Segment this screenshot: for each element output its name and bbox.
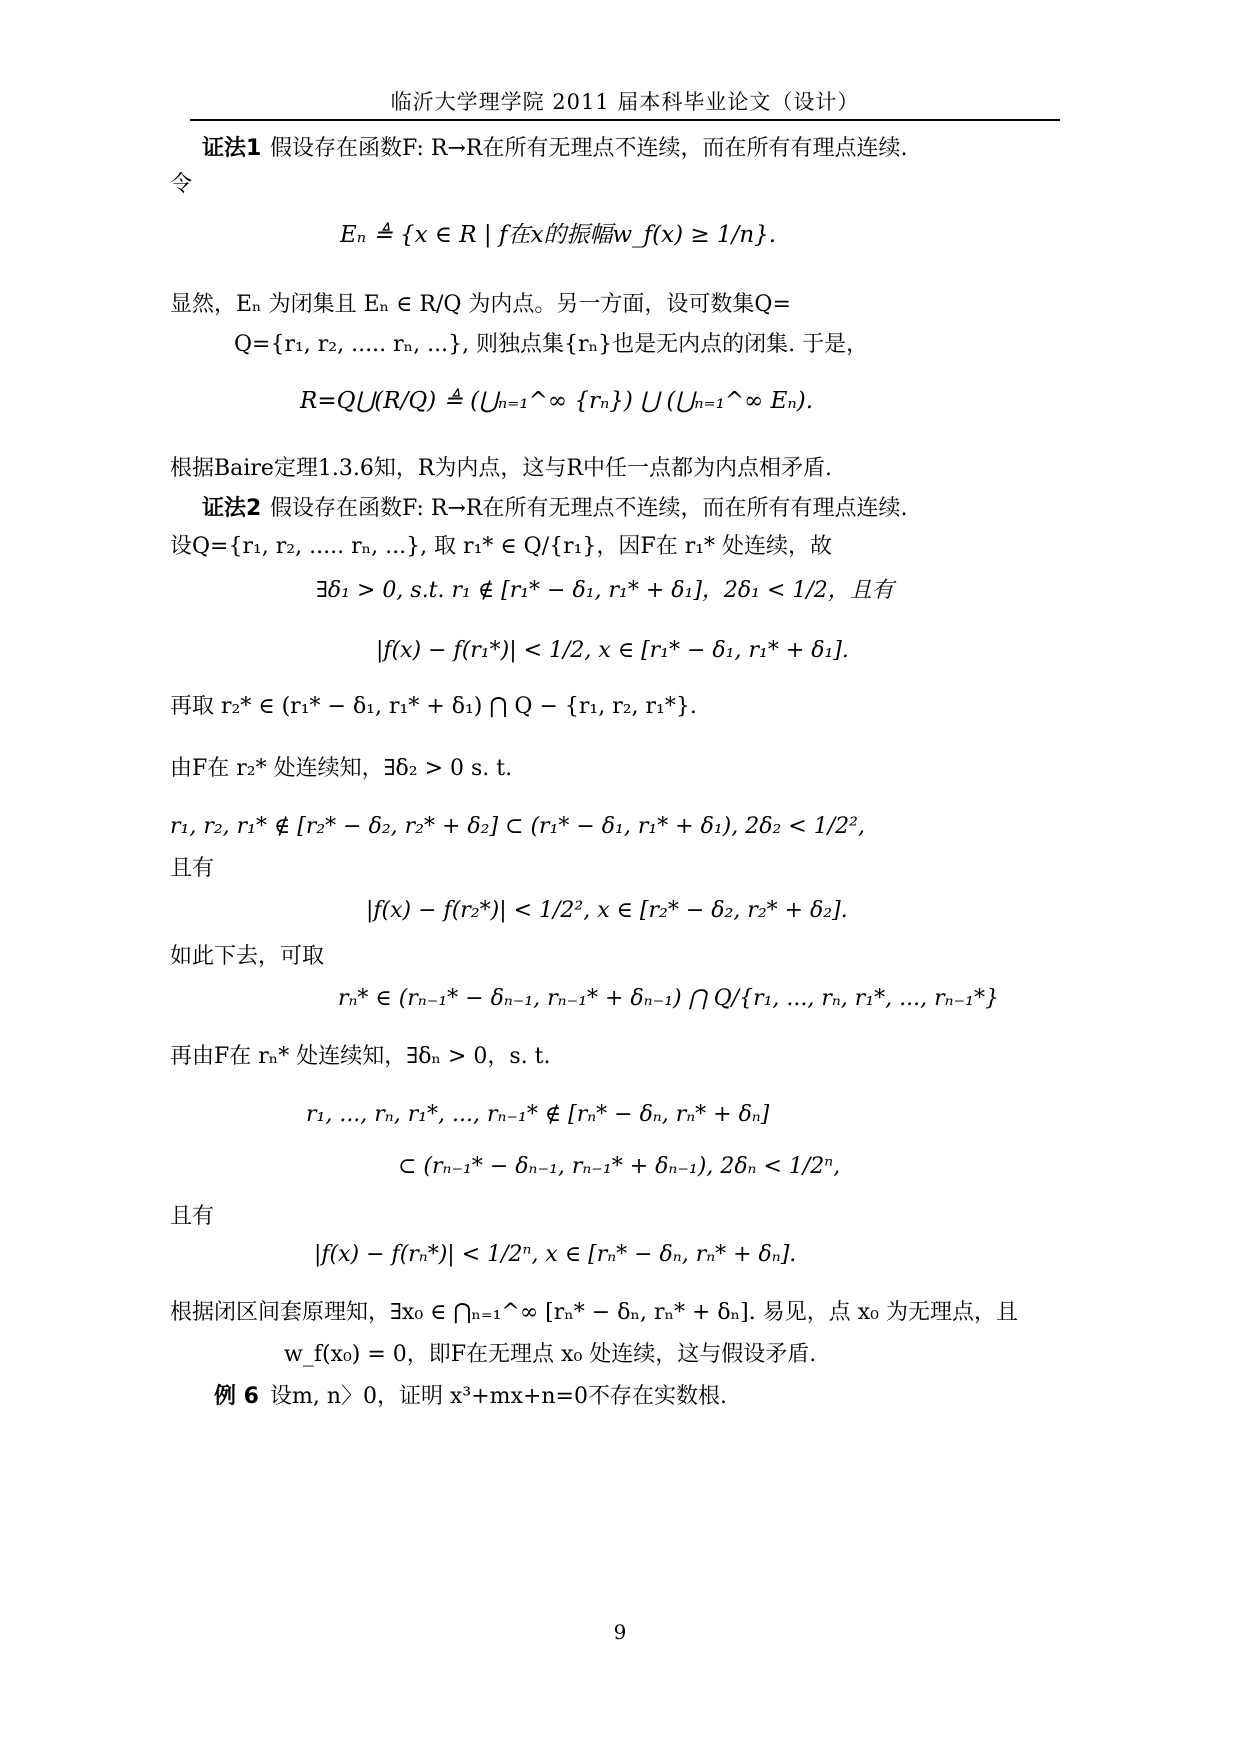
proof2-text: 假设存在函数F: R→R在所有无理点不连续，而在所有有理点连续. <box>270 496 908 521</box>
line-wf: w_f(x₀) = 0，即F在无理点 x₀ 处连续，这与假设矛盾. <box>284 1342 817 1367</box>
proof1-let: 令 <box>170 172 193 197</box>
line-F-rn: 再由F在 rₙ* 处连续知，∃δₙ > 0，s. t. <box>170 1044 551 1069</box>
header-rule <box>190 119 1060 121</box>
page-header-title: 临沂大学理学院 2011 届本科毕业论文（设计） <box>390 90 860 114</box>
line-continue: 如此下去，可取 <box>170 944 325 969</box>
line-Q: Q={r₁, r₂, ..... rₙ, ...}, 则独点集{rₙ}也是无内点的闭集. 于是， <box>234 332 869 357</box>
equation-f1: |f(x) − f(r₁*)| < 1/2, x ∈ [r₁* − δ₁, r₁* + δ₁]. <box>376 638 849 663</box>
example-label: 例 6 <box>214 1384 259 1409</box>
equation-En: Eₙ ≜ {x ∈ R | f在x的振幅w_f(x) ≥ 1/n}. <box>340 222 777 248</box>
proof1-label: 证法1 <box>202 136 262 161</box>
line-obvious: 显然，Eₙ 为闭集且 Eₙ ∈ R/Q 为内点。另一方面，设可数集Q= <box>170 292 791 317</box>
equation-rn-interval-a: r₁, ..., rₙ, r₁*, ..., rₙ₋₁* ∉ [rₙ* − δₙ, rₙ* + δₙ] <box>306 1102 770 1127</box>
proof2-label: 证法2 <box>202 496 262 521</box>
line-setQ: 设Q={r₁, r₂, ..... rₙ, ...}, 取 r₁* ∈ Q/{r₁}，因F在 r₁* 处连续，故 <box>170 534 833 559</box>
proof1-text: 假设存在函数F: R→R在所有无理点不连续，而在所有有理点连续. <box>270 136 908 161</box>
equation-r2-interval: r₁, r₂, r₁* ∉ [r₂* − δ₂, r₂* + δ₂] ⊂ (r₁* − δ₁, r₁* + δ₁), 2δ₂ < 1/2², <box>170 814 865 839</box>
line-and-2: 且有 <box>170 1204 215 1229</box>
equation-R: R=Q⋃(R/Q) ≜ (⋃ₙ₌₁^∞ {rₙ}) ⋃ (⋃ₙ₌₁^∞ Eₙ). <box>300 388 814 414</box>
line-r2: 再取 r₂* ∈ (r₁* − δ₁, r₁* + δ₁) ⋂ Q − {r₁, r₂, r₁*}. <box>170 694 697 719</box>
equation-delta1: ∃δ₁ > 0, s.t. r₁ ∉ [r₁* − δ₁, r₁* + δ₁]，2δ₁ < 1/2，且有 <box>316 578 894 603</box>
line-F-r2: 由F在 r₂* 处连续知，∃δ₂ > 0 s. t. <box>170 756 513 781</box>
equation-rn-interval-b: ⊂ (rₙ₋₁* − δₙ₋₁, rₙ₋₁* + δₙ₋₁), 2δₙ < 1/2ⁿ, <box>398 1154 841 1179</box>
line-baire: 根据Baire定理1.3.6知，R为内点，这与R中任一点都为内点相矛盾. <box>170 456 832 481</box>
equation-fn: |f(x) − f(rₙ*)| < 1/2ⁿ, x ∈ [rₙ* − δₙ, rₙ* + δₙ]. <box>314 1242 797 1267</box>
example-text: 设m, n〉0，证明 x³+mx+n=0不存在实数根. <box>270 1384 727 1409</box>
page-number: 9 <box>613 1620 627 1644</box>
equation-rn: rₙ* ∈ (rₙ₋₁* − δₙ₋₁, rₙ₋₁* + δₙ₋₁) ⋂ Q/{r₁, ..., rₙ, r₁*, ..., rₙ₋₁*} <box>338 986 999 1011</box>
line-nested: 根据闭区间套原理知，∃x₀ ∈ ⋂ₙ₌₁^∞ [rₙ* − δₙ, rₙ* + δₙ]. 易见，点 x₀ 为无理点，且 <box>170 1300 1018 1325</box>
line-and-1: 且有 <box>170 856 215 881</box>
equation-f2: |f(x) − f(r₂*)| < 1/2², x ∈ [r₂* − δ₂, r₂* + δ₂]. <box>366 898 848 923</box>
